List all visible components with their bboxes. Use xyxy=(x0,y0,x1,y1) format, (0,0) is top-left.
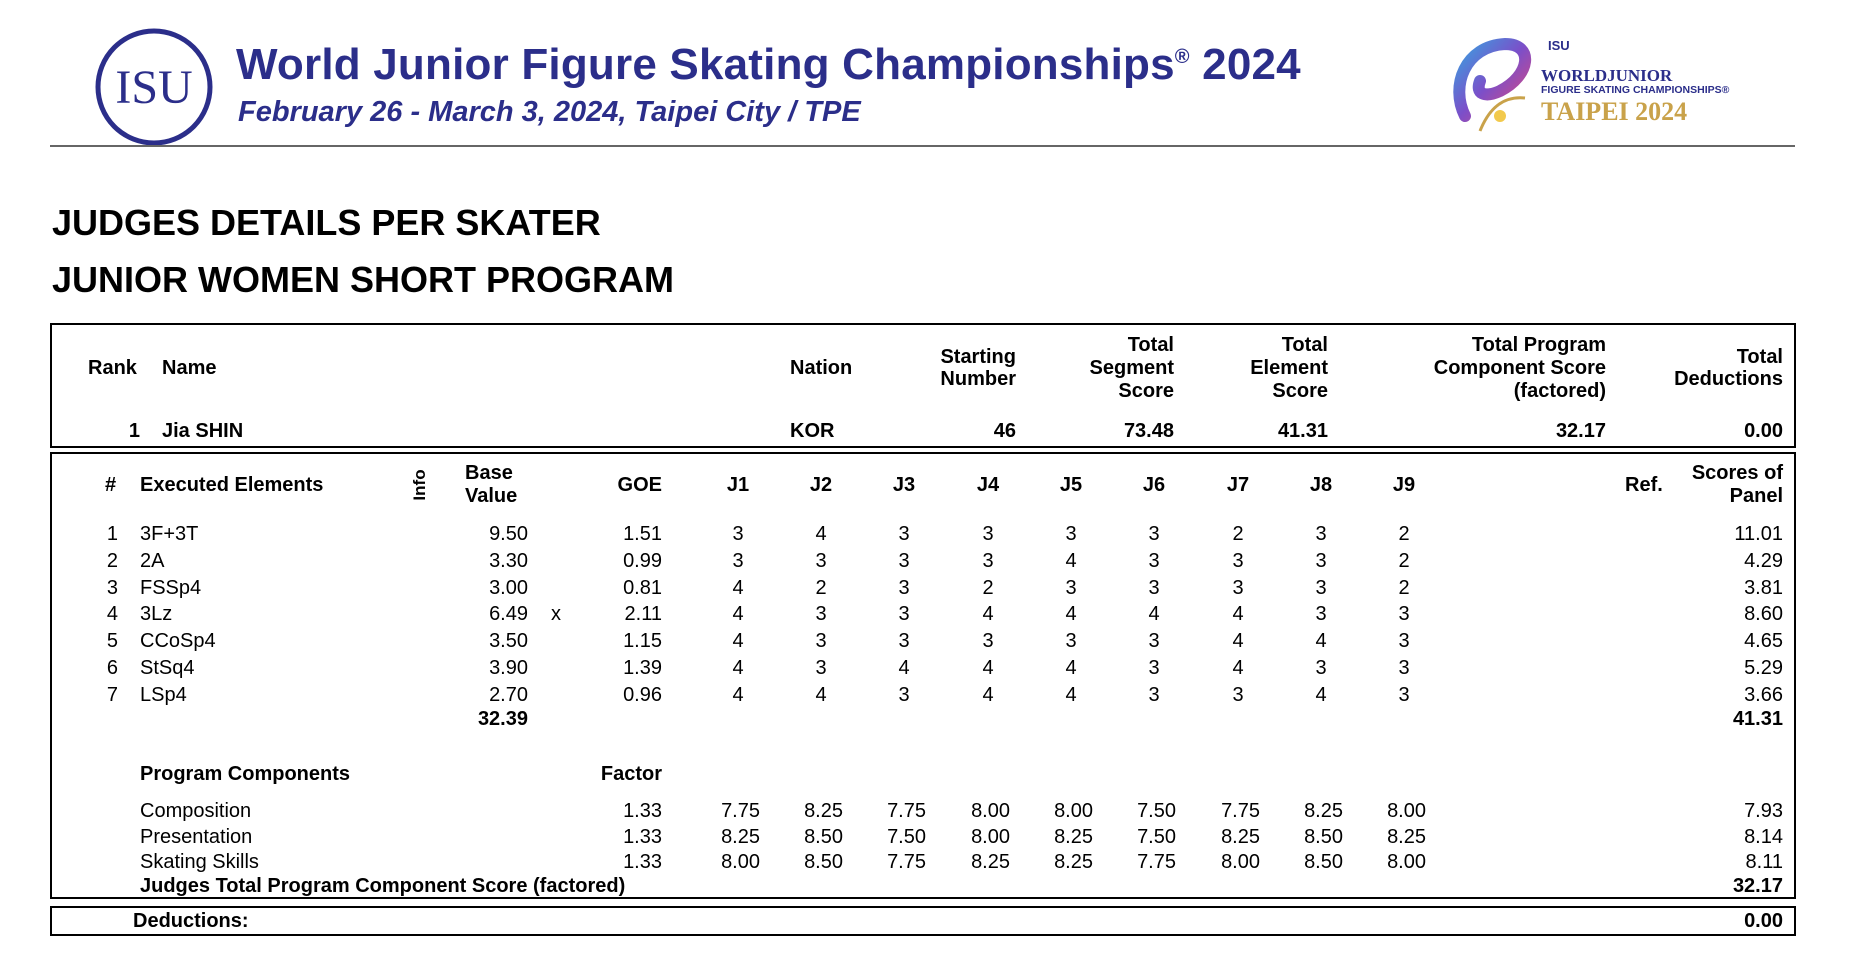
event-title-year: 2024 xyxy=(1202,40,1301,89)
component-factor: 1.33 xyxy=(623,826,662,848)
panel-score-total: 41.31 xyxy=(1732,708,1783,730)
component-judge-3-mark: 7.75 xyxy=(887,851,926,873)
header-judge-7: J7 xyxy=(1226,474,1250,496)
header-deductions-2: Deductions xyxy=(1674,368,1783,390)
element-code: 2A xyxy=(140,550,165,572)
element-base-value: 3.50 xyxy=(489,630,528,652)
element-goe: 0.96 xyxy=(623,684,662,706)
element-base-value: 3.00 xyxy=(489,577,528,599)
element-judge-3-goe: 3 xyxy=(898,603,910,625)
component-judge-2-mark: 8.50 xyxy=(804,826,843,848)
element-base-value: 6.49 xyxy=(489,603,528,625)
component-judge-6-mark: 7.50 xyxy=(1137,800,1176,822)
skater-nation: KOR xyxy=(790,420,835,442)
component-score: 7.93 xyxy=(1744,800,1783,822)
pcs-total-value: 32.17 xyxy=(1732,875,1783,897)
element-judge-2-goe: 3 xyxy=(815,550,827,572)
element-panel-score: 3.66 xyxy=(1744,684,1783,706)
skater-rank: 1 xyxy=(128,420,140,442)
element-number: 2 xyxy=(106,550,118,572)
element-judge-3-goe: 3 xyxy=(898,577,910,599)
component-judge-6-mark: 7.75 xyxy=(1137,851,1176,873)
element-judge-8-goe: 3 xyxy=(1315,523,1327,545)
element-goe: 0.99 xyxy=(623,550,662,572)
deductions-label: Deductions: xyxy=(133,910,249,932)
component-judge-1-mark: 7.75 xyxy=(721,800,760,822)
element-judge-5-goe: 4 xyxy=(1065,684,1077,706)
element-judge-2-goe: 4 xyxy=(815,523,827,545)
header-ref: Ref. xyxy=(1625,474,1663,496)
element-judge-4-goe: 2 xyxy=(982,577,994,599)
element-panel-score: 3.81 xyxy=(1744,577,1783,599)
header-element-number: # xyxy=(105,474,117,496)
element-judge-7-goe: 4 xyxy=(1232,630,1244,652)
program-components-heading: Program Components xyxy=(140,763,351,785)
element-judge-1-goe: 4 xyxy=(732,603,744,625)
component-factor: 1.33 xyxy=(623,851,662,873)
deductions-value: 0.00 xyxy=(1744,910,1783,932)
header-tes-1: Total xyxy=(1281,334,1328,356)
element-base-value: 9.50 xyxy=(489,523,528,545)
component-judge-5-mark: 8.25 xyxy=(1054,826,1093,848)
element-panel-score: 4.65 xyxy=(1744,630,1783,652)
header-goe: GOE xyxy=(617,474,662,496)
element-judge-9-goe: 2 xyxy=(1398,523,1410,545)
skater-starting-number: 46 xyxy=(993,420,1016,442)
element-goe: 1.15 xyxy=(623,630,662,652)
component-judge-4-mark: 8.00 xyxy=(971,826,1010,848)
element-judge-9-goe: 3 xyxy=(1398,657,1410,679)
event-logo-line3: TAIPEI 2024 xyxy=(1541,97,1688,126)
component-judge-1-mark: 8.00 xyxy=(721,851,760,873)
element-judge-8-goe: 3 xyxy=(1315,657,1327,679)
element-judge-7-goe: 3 xyxy=(1232,684,1244,706)
element-panel-score: 8.60 xyxy=(1744,603,1783,625)
element-code: LSp4 xyxy=(140,684,187,706)
element-base-value: 3.90 xyxy=(489,657,528,679)
element-judge-6-goe: 4 xyxy=(1148,603,1160,625)
element-bonus-mark: x xyxy=(551,603,561,625)
header-divider xyxy=(50,145,1795,147)
header-deductions-1: Total xyxy=(1736,346,1783,368)
element-judge-4-goe: 4 xyxy=(982,684,994,706)
component-score: 8.14 xyxy=(1744,826,1783,848)
event-title-text: World Junior Figure Skating Championships xyxy=(236,40,1175,89)
header-tss-2: Segment xyxy=(1089,357,1174,379)
element-judge-4-goe: 3 xyxy=(982,550,994,572)
header-tss-3: Score xyxy=(1118,380,1174,402)
pcs-total-label: Judges Total Program Component Score (factored) xyxy=(140,875,626,897)
header-tss-1: Total xyxy=(1127,334,1174,356)
component-judge-5-mark: 8.00 xyxy=(1054,800,1093,822)
header-judge-3: J3 xyxy=(892,474,916,496)
component-judge-1-mark: 8.25 xyxy=(721,826,760,848)
component-judge-9-mark: 8.00 xyxy=(1387,851,1426,873)
component-judge-7-mark: 8.25 xyxy=(1221,826,1260,848)
event-swirl-logo xyxy=(1445,36,1540,136)
element-number: 6 xyxy=(106,657,118,679)
event-logo-isu: ISU xyxy=(1548,38,1570,53)
element-goe: 1.39 xyxy=(623,657,662,679)
component-judge-8-mark: 8.50 xyxy=(1304,826,1343,848)
element-judge-5-goe: 4 xyxy=(1065,657,1077,679)
header-scores-of-panel-2: Panel xyxy=(1729,485,1783,507)
header-tes-2: Element xyxy=(1250,357,1328,379)
element-judge-5-goe: 4 xyxy=(1065,550,1077,572)
element-code: 3Lz xyxy=(140,603,173,625)
base-value-total: 32.39 xyxy=(477,708,528,730)
header-factor: Factor xyxy=(600,763,662,785)
element-judge-7-goe: 3 xyxy=(1232,577,1244,599)
header-scores-of-panel-1: Scores of xyxy=(1691,462,1783,484)
element-judge-3-goe: 3 xyxy=(898,550,910,572)
element-judge-6-goe: 3 xyxy=(1148,550,1160,572)
component-name: Presentation xyxy=(140,826,253,848)
skater-name: Jia SHIN xyxy=(162,420,244,442)
element-goe: 1.51 xyxy=(623,523,662,545)
header-executed-elements: Executed Elements xyxy=(140,474,324,496)
header-judge-2: J2 xyxy=(809,474,833,496)
component-judge-6-mark: 7.50 xyxy=(1137,826,1176,848)
component-judge-5-mark: 8.25 xyxy=(1054,851,1093,873)
component-judge-2-mark: 8.25 xyxy=(804,800,843,822)
element-judge-5-goe: 3 xyxy=(1065,523,1077,545)
element-judge-7-goe: 2 xyxy=(1232,523,1244,545)
component-judge-9-mark: 8.00 xyxy=(1387,800,1426,822)
header-base-value-2: Value xyxy=(465,485,518,507)
element-judge-6-goe: 3 xyxy=(1148,684,1160,706)
element-judge-5-goe: 4 xyxy=(1065,603,1077,625)
event-dates: February 26 - March 3, 2024, Taipei City / TPE xyxy=(238,96,861,128)
header-rank: Rank xyxy=(88,357,137,379)
component-judge-7-mark: 8.00 xyxy=(1221,851,1260,873)
element-code: 3F+3T xyxy=(140,523,199,545)
component-score: 8.11 xyxy=(1745,851,1783,873)
component-name: Skating Skills xyxy=(140,851,259,873)
element-judge-3-goe: 3 xyxy=(898,630,910,652)
element-base-value: 2.70 xyxy=(489,684,528,706)
skater-tss: 73.48 xyxy=(1123,420,1174,442)
element-judge-3-goe: 3 xyxy=(898,684,910,706)
document-heading: JUDGES DETAILS PER SKATER xyxy=(52,202,601,243)
element-judge-5-goe: 3 xyxy=(1065,630,1077,652)
component-judge-8-mark: 8.50 xyxy=(1304,851,1343,873)
element-number: 1 xyxy=(106,523,118,545)
element-judge-2-goe: 3 xyxy=(815,603,827,625)
element-judge-1-goe: 4 xyxy=(732,657,744,679)
header-tes-3: Score xyxy=(1272,380,1328,402)
component-judge-2-mark: 8.50 xyxy=(804,851,843,873)
header-starting-number-1: Starting xyxy=(940,346,1016,368)
component-judge-9-mark: 8.25 xyxy=(1387,826,1426,848)
element-judge-2-goe: 2 xyxy=(815,577,827,599)
header-starting-number-2: Number xyxy=(940,368,1016,390)
element-judge-9-goe: 3 xyxy=(1398,603,1410,625)
element-judge-7-goe: 3 xyxy=(1232,550,1244,572)
element-judge-7-goe: 4 xyxy=(1232,603,1244,625)
header-info: Info xyxy=(410,469,429,501)
element-judge-8-goe: 4 xyxy=(1315,684,1327,706)
element-judge-1-goe: 3 xyxy=(732,523,744,545)
header-judge-8: J8 xyxy=(1309,474,1333,496)
header-judge-4: J4 xyxy=(976,474,1000,496)
component-judge-7-mark: 7.75 xyxy=(1221,800,1260,822)
event-logo-line2: FIGURE SKATING CHAMPIONSHIPS® xyxy=(1541,84,1730,96)
deductions-box xyxy=(50,906,1796,936)
component-judge-3-mark: 7.50 xyxy=(887,826,926,848)
header-pcs-2: Component Score xyxy=(1433,357,1606,379)
component-judge-8-mark: 8.25 xyxy=(1304,800,1343,822)
element-judge-6-goe: 3 xyxy=(1148,657,1160,679)
isu-logo xyxy=(94,27,214,147)
element-judge-5-goe: 3 xyxy=(1065,577,1077,599)
element-judge-2-goe: 4 xyxy=(815,684,827,706)
element-judge-1-goe: 3 xyxy=(732,550,744,572)
element-judge-4-goe: 4 xyxy=(982,657,994,679)
element-judge-8-goe: 3 xyxy=(1315,603,1327,625)
element-judge-7-goe: 4 xyxy=(1232,657,1244,679)
element-judge-6-goe: 3 xyxy=(1148,630,1160,652)
element-judge-9-goe: 3 xyxy=(1398,684,1410,706)
element-code: StSq4 xyxy=(140,657,195,679)
registered-mark: ® xyxy=(1174,46,1190,68)
element-judge-1-goe: 4 xyxy=(732,577,744,599)
element-panel-score: 5.29 xyxy=(1744,657,1783,679)
component-judge-3-mark: 7.75 xyxy=(887,800,926,822)
element-code: FSSp4 xyxy=(140,577,202,599)
element-number: 5 xyxy=(106,630,118,652)
element-judge-4-goe: 3 xyxy=(982,630,994,652)
element-judge-8-goe: 3 xyxy=(1315,550,1327,572)
event-logo-line1: WORLDJUNIOR xyxy=(1541,66,1673,85)
element-goe: 0.81 xyxy=(623,577,662,599)
element-judge-1-goe: 4 xyxy=(732,684,744,706)
isu-logo-text: ISU xyxy=(115,61,193,114)
header-judge-5: J5 xyxy=(1059,474,1083,496)
header-judge-9: J9 xyxy=(1392,474,1416,496)
header-name: Name xyxy=(162,357,217,379)
segment-heading: JUNIOR WOMEN SHORT PROGRAM xyxy=(52,259,675,300)
element-judge-8-goe: 3 xyxy=(1315,577,1327,599)
header-judge-6: J6 xyxy=(1142,474,1166,496)
element-panel-score: 4.29 xyxy=(1744,550,1783,572)
element-judge-1-goe: 4 xyxy=(732,630,744,652)
element-judge-4-goe: 4 xyxy=(982,603,994,625)
header-nation: Nation xyxy=(790,357,853,379)
header-pcs-3: (factored) xyxy=(1513,380,1606,402)
element-judge-9-goe: 2 xyxy=(1398,550,1410,572)
component-name: Composition xyxy=(140,800,252,822)
element-base-value: 3.30 xyxy=(489,550,528,572)
skater-deductions: 0.00 xyxy=(1744,420,1783,442)
element-judge-3-goe: 3 xyxy=(898,523,910,545)
element-judge-9-goe: 2 xyxy=(1398,577,1410,599)
element-judge-4-goe: 3 xyxy=(982,523,994,545)
element-number: 4 xyxy=(106,603,118,625)
element-number: 3 xyxy=(106,577,118,599)
header-pcs-1: Total Program xyxy=(1471,334,1606,356)
header-base-value-1: Base xyxy=(465,462,513,484)
skater-tes: 41.31 xyxy=(1277,420,1328,442)
element-judge-6-goe: 3 xyxy=(1148,577,1160,599)
event-title xyxy=(236,40,1301,90)
header-judge-1: J1 xyxy=(726,474,750,496)
component-factor: 1.33 xyxy=(623,800,662,822)
element-panel-score: 11.01 xyxy=(1734,523,1783,545)
element-judge-3-goe: 4 xyxy=(898,657,910,679)
element-judge-2-goe: 3 xyxy=(815,630,827,652)
element-goe: 2.11 xyxy=(624,603,662,625)
element-judge-2-goe: 3 xyxy=(815,657,827,679)
element-judge-6-goe: 3 xyxy=(1148,523,1160,545)
element-code: CCoSp4 xyxy=(140,630,216,652)
component-judge-4-mark: 8.00 xyxy=(971,800,1010,822)
element-judge-8-goe: 4 xyxy=(1315,630,1327,652)
element-number: 7 xyxy=(106,684,118,706)
component-judge-4-mark: 8.25 xyxy=(971,851,1010,873)
element-judge-9-goe: 3 xyxy=(1398,630,1410,652)
skater-pcs: 32.17 xyxy=(1555,420,1606,442)
